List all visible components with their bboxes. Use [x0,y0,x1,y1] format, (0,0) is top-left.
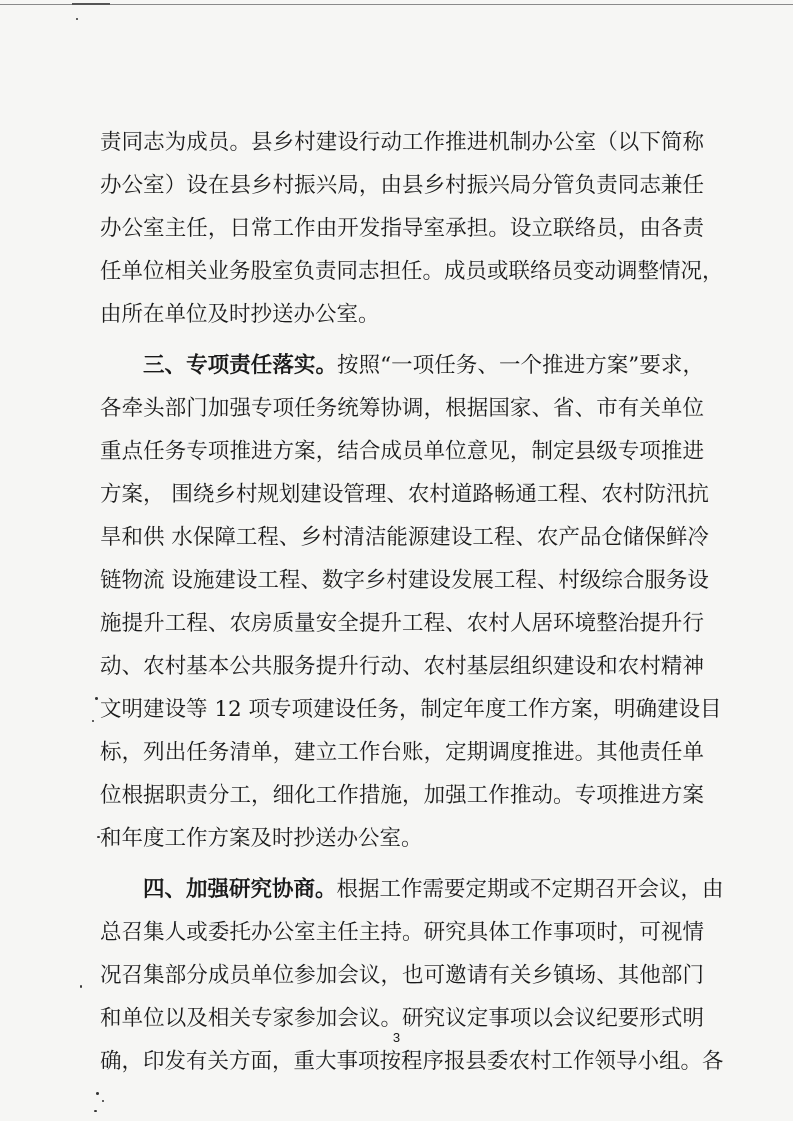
paragraph-3-line-3: 况召集部分成员单位参加会议，也可邀请有关乡镇场、其他部门 [100,963,704,988]
paragraph-1-line-5: 由所在单位及时抄送办公室。 [100,302,380,327]
scan-top-rule [0,4,793,5]
page-number: 3 [392,1030,401,1045]
paragraph-3-line-2: 总召集人或委托办公室主任主持。研究具体工作事项时，可视情 [100,920,704,945]
paragraph-2-line-11: 位根据职责分工，细化工作措施，加强工作推动。专项推进方案 [100,783,704,808]
section-heading-4: 四、加强研究协商。 [143,877,337,902]
paragraph-2-line-5: 旱和供 水保障工程、乡村清洁能源建设工程、农产品仓储保鲜冷 [100,525,709,550]
paragraph-2-line-10: 标，列出任务清单，建立工作台账，定期调度推进。其他责任单 [100,740,704,765]
paragraph-2-line-4: 方案， 围绕乡村规划建设管理、农村道路畅通工程、农村防汛抗 [100,482,709,507]
scan-speck [94,1110,97,1112]
scan-speck [96,1092,99,1095]
paragraph-2-line-9: 文明建设等 12 项专项建设任务，制定年度工作方案，明确建设目 [100,697,722,722]
paragraph-1-line-1: 责同志为成员。县乡村建设行动工作推进机制办公室（以下简称 [100,130,704,155]
section-heading-3: 三、专项责任落实。 [143,353,338,378]
paragraph-2-line-12: 和年度工作方案及时抄送办公室。 [100,826,423,851]
paragraph-2-line-1 [100,344,704,387]
paragraph-3-line-4: 和单位以及相关专家参加会议。研究议定事项以会议纪要形式明 [100,1006,704,1031]
scan-speck [76,18,78,20]
body-text [100,121,724,1083]
paragraph-1-line-4: 任单位相关业务股室负责同志担任。成员或联络员变动调整情况， [100,259,724,284]
paragraph-2-line-1-text: 按照“一项任务、一个推进方案”要求， [337,353,704,378]
paragraph-3-line-1 [100,868,724,911]
scan-top-mark [72,3,110,5]
paragraph-2-line-3: 重点任务专项推进方案，结合成员单位意见，制定县级专项推进 [100,439,704,464]
scan-speck [80,985,82,988]
paragraph-3-line-1-text: 根据工作需要定期或不定期召开会议，由 [336,877,724,902]
scan-speck [97,836,100,838]
paragraph-2-line-2: 各牵头部门加强专项任务统筹协调，根据国家、省、市有关单位 [100,396,704,421]
paragraph-2-line-7: 施提升工程、农房质量安全提升工程、农村人居环境整治提升行 [100,611,704,636]
scan-speck [102,1100,104,1102]
paragraph-3-line-5: 确，印发有关方面，重大事项按程序报县委农村工作领导小组。各 [100,1049,724,1074]
paragraph-2-line-6: 链物流 设施建设工程、数字乡村建设发展工程、村级综合服务设 [100,568,709,593]
scan-speck [95,697,98,700]
paragraph-2-line-8: 动、农村基本公共服务提升行动、农村基层组织建设和农村精神 [100,654,704,679]
scan-speck [92,720,94,722]
paragraph-1-line-2: 办公室）设在县乡村振兴局，由县乡村振兴局分管负责同志兼任 [100,173,704,198]
paragraph-1-line-3: 办公室主任，日常工作由开发指导室承担。设立联络员，由各责 [100,216,704,241]
